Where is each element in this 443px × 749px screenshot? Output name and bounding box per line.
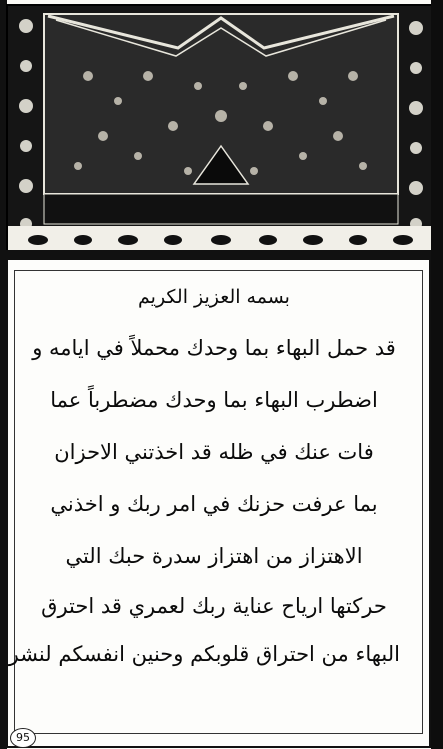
text-line-6: حركتها ارياح عناية ربك لعمري قد احترق xyxy=(41,594,387,618)
text-line-7: البهاء من احتراق قلوبكم وحنين انفسكم لنشر xyxy=(8,642,400,666)
manuscript-text xyxy=(8,286,400,666)
heading-invocation: بسمه العزيز الكريم xyxy=(138,286,290,308)
text-line-4: بما عرفت حزنك في امر ربك و اخذني xyxy=(50,492,378,516)
text-line-3: فات عنك في ظله قد اخذتني الاحزان xyxy=(54,440,374,464)
illuminated-header xyxy=(6,4,433,252)
floral-ornament-icon xyxy=(8,6,433,252)
right-scan-edge xyxy=(431,0,443,749)
text-line-1: قد حمل البهاء بما وحدك محملاً في ايامه و xyxy=(32,336,396,360)
text-line-5: الاهتزاز من اهتزاز سدرة حبك التي xyxy=(65,544,363,568)
text-line-2: اضطرب البهاء بما وحدك مضطرباً عما xyxy=(50,388,378,412)
page-number: 95 xyxy=(10,728,36,748)
header-divider xyxy=(0,250,443,258)
